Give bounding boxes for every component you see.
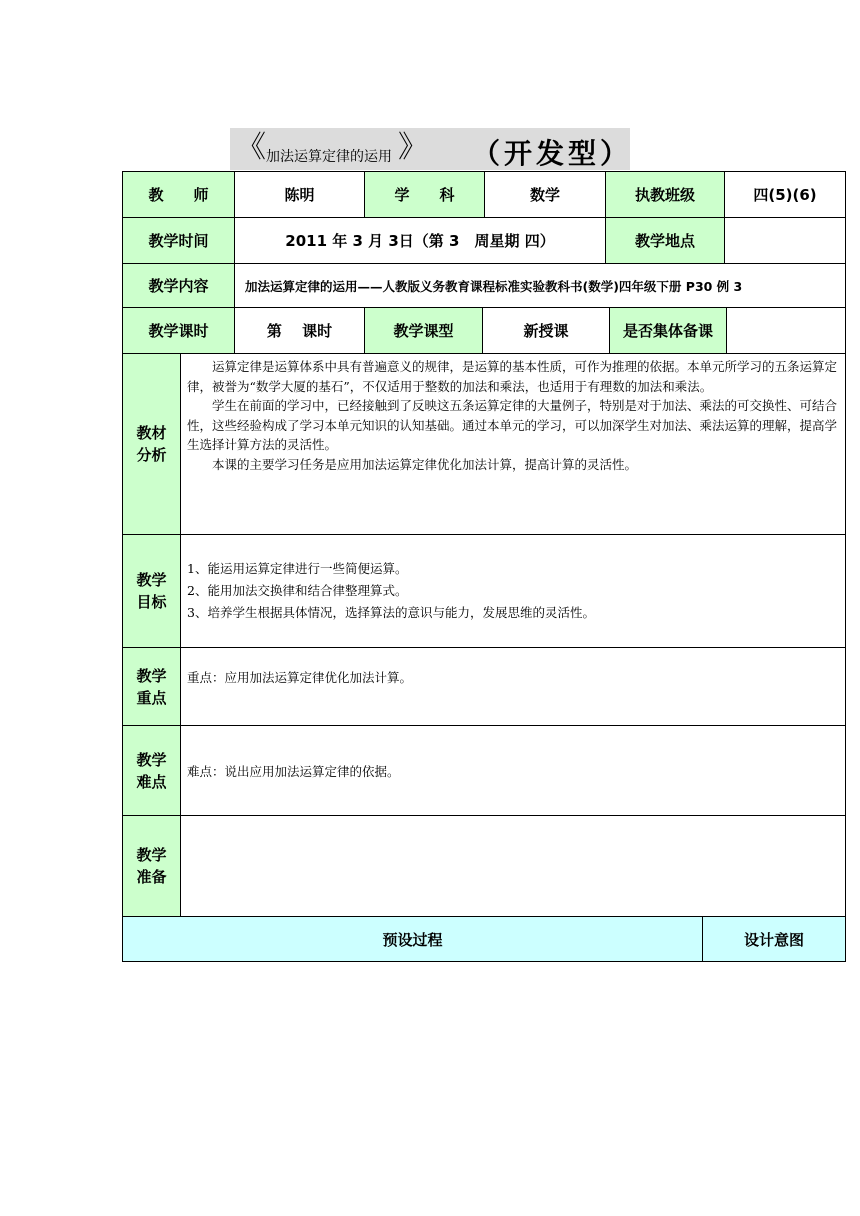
preparation-label-2: 准备 bbox=[136, 868, 167, 886]
difficulties-label-2: 难点 bbox=[136, 772, 167, 791]
process-header: 预设过程 bbox=[123, 917, 703, 961]
goal-item: 3、培养学生根据具体情况，选择算法的意识与能力，发展思维的灵活性。 bbox=[187, 605, 595, 620]
goal-item: 2、能用加法交换律和结合律整理算式。 bbox=[187, 583, 408, 598]
lesson-type-label: 教学课型 bbox=[365, 308, 483, 354]
goal-item: 1、能运用运算定律进行一些简便运算。 bbox=[187, 561, 408, 576]
content-label: 教学内容 bbox=[123, 264, 235, 308]
lesson-type: （开发型） bbox=[472, 137, 633, 170]
key-points-label-1: 教学 bbox=[136, 666, 167, 685]
key-points-body bbox=[181, 648, 845, 726]
analysis-label-2: 分析 bbox=[136, 446, 167, 464]
collective-label: 是否集体备课 bbox=[610, 308, 727, 354]
analysis-paragraph: 运算定律是运算体系中具有普遍意义的规律，是运算的基本性质，可作为推理的依据。本单元所学习的五条运算定律，被誉为“数学大厦的基石”，不仅适用于整数的加法和乘法，也适用于有理数的加法和乘法。 bbox=[187, 359, 838, 394]
teacher-value: 陈明 bbox=[235, 172, 365, 218]
title-bar bbox=[230, 128, 633, 170]
difficulties-label bbox=[123, 726, 181, 816]
class-label: 执教班级 bbox=[606, 172, 725, 218]
analysis-paragraph: 学生在前面的学习中，已经接触到了反映这五条运算定律的大量例子，特别是对于加法、乘法的可交换性、可结合性，这些经验构成了学习本单元知识的认知基础。通过本单元的学习，可以加深学生对加法、乘法运算的理解，提高学生选择计算方法的灵活性。 bbox=[187, 398, 838, 452]
intent-header: 设计意图 bbox=[703, 917, 845, 961]
preparation-label-1: 教学 bbox=[136, 846, 167, 864]
goals-label bbox=[123, 535, 181, 648]
time-label: 教学时间 bbox=[123, 218, 235, 264]
place-value bbox=[725, 218, 845, 264]
preparation-body bbox=[181, 816, 845, 917]
time-value: 2011 年 3 月 3日（第 3 周星期 四） bbox=[235, 218, 606, 264]
period-value: 第 课时 bbox=[235, 308, 365, 354]
place-label: 教学地点 bbox=[606, 218, 725, 264]
goals-label-1: 教学 bbox=[136, 571, 167, 589]
period-label: 教学课时 bbox=[123, 308, 235, 354]
goals-body bbox=[181, 535, 845, 648]
subject-label: 学 科 bbox=[365, 172, 485, 218]
title-open-bracket: 《 bbox=[236, 130, 266, 165]
difficulties-label-1: 教学 bbox=[136, 750, 167, 769]
analysis-label-1: 教材 bbox=[136, 424, 167, 442]
content-value bbox=[235, 264, 845, 308]
difficulties-body bbox=[181, 726, 845, 816]
class-value: 四(5)(6) bbox=[725, 172, 845, 218]
subject-value: 数学 bbox=[485, 172, 606, 218]
preparation-label bbox=[123, 816, 181, 917]
lesson-plan-table bbox=[122, 171, 846, 962]
key-points-label-2: 重点 bbox=[136, 688, 167, 707]
analysis-paragraph: 本课的主要学习任务是应用加法运算定律优化加法计算，提高计算的灵活性。 bbox=[212, 456, 638, 472]
title-close-bracket: 》 bbox=[398, 130, 428, 165]
content-text: 加法运算定律的运用——人教版义务教育课程标准实验教科书(数学)四年级下册 P30 例 3 bbox=[245, 278, 743, 294]
difficulties-text: 难点：说出应用加法运算定律的依据。 bbox=[187, 764, 400, 779]
analysis-label bbox=[123, 354, 181, 535]
key-points-label bbox=[123, 648, 181, 726]
analysis-body bbox=[181, 354, 845, 535]
goals-label-2: 目标 bbox=[136, 593, 167, 611]
lesson-name: 加法运算定律的运用 bbox=[266, 149, 392, 165]
teacher-label: 教 师 bbox=[123, 172, 235, 218]
lesson-type-value: 新授课 bbox=[483, 308, 610, 354]
key-points-text: 重点：应用加法运算定律优化加法计算。 bbox=[187, 670, 413, 685]
collective-value bbox=[727, 308, 845, 354]
